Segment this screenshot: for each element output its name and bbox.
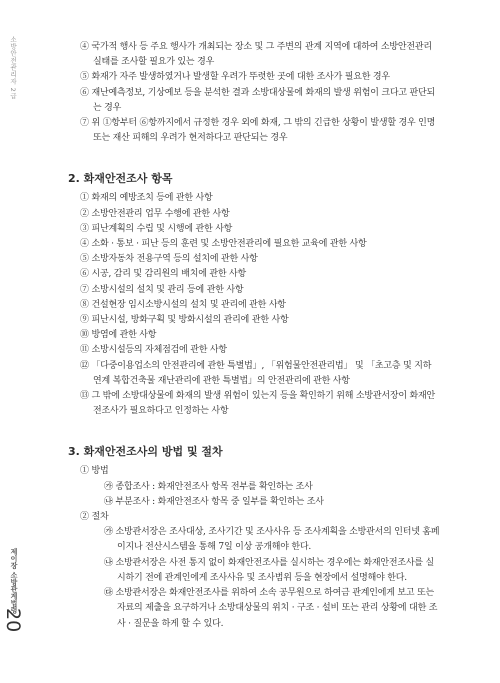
list-item: ㉮ 종합조사 : 화재안전조사 항목 전부를 확인하는 조사 [104, 481, 313, 492]
list-item: ㉰ 소방관서장은 화재안전조사를 위하여 소속 공무원으로 하여금 관계인에게 보고 또는 자료의 제출을 요구하거나 소방대상물의 위치 · 구조 · 설비 또는 관리 상황에 대한 조사 · 질문을 하게 할 수 있다. [104, 588, 438, 629]
side-running-title: 소방안전관리자 2급 [9, 36, 17, 100]
page-content [68, 40, 440, 632]
list-item: ⑥ 시공, 감리 및 감리원의 배치에 관한 사항 [80, 269, 246, 280]
list-item: ⑧ 건설현장 임시소방시설의 설치 및 관리에 관한 사항 [80, 299, 286, 310]
page-number: 20 [2, 608, 24, 633]
procedures-list [104, 525, 440, 631]
section3-list [80, 464, 440, 631]
list-item: ② 소방안전관리 업무 수행에 관한 사항 [80, 208, 230, 219]
section2-list [80, 191, 440, 419]
sub-heading: ② 절차 [80, 512, 109, 523]
section-heading: 3. 화재안전조사의 방법 및 절차 [68, 445, 223, 459]
sub-heading: ① 방법 [80, 466, 109, 477]
list-item: ⑪ 소방시설등의 자체점검에 관한 사항 [80, 345, 227, 356]
list-item: ⑬ 그 밖에 소방대상물에 화재의 발생 위험이 있는지 등을 확인하기 위해 소방관서장이 화재안전조사가 필요하다고 인정하는 사항 [80, 391, 436, 417]
section-heading: 2. 화재안전조사 항목 [68, 172, 173, 186]
list-item: ⑦ 위 ①항부터 ⑥항까지에서 규정한 경우 외에 화재, 그 밖의 긴급한 상황이 발생할 경우 인명 또는 재산 피해의 우려가 현저하다고 판단되는 경우 [80, 118, 436, 144]
list-item: ㉯ 소방관서장은 사전 통지 없이 화재안전조사를 실시하는 경우에는 화재안전조사를 실시하기 전에 관계인에게 조사사유 및 조사범위 등을 현장에서 설명해야 한다. [104, 557, 435, 583]
list-item: ④ 소화 · 통보 · 피난 등의 훈련 및 소방안전관리에 필요한 교육에 관한 사항 [80, 239, 367, 250]
list-item: ③ 피난계획의 수립 및 시행에 관한 사항 [80, 223, 233, 234]
list-item: ⑩ 방염에 관한 사항 [80, 330, 157, 341]
list-item: ㉯ 부분조사 : 화재안전조사 항목 중 일부를 확인하는 조사 [104, 496, 324, 507]
list-item: ④ 국가적 행사 등 주요 행사가 개최되는 장소 및 그 주변의 관계 지역에 대하여 소방안전관리 실태를 조사할 필요가 있는 경우 [80, 42, 432, 68]
list-item: ㉮ 소방관서장은 조사대상, 조사기간 및 조사사유 등 조사계획을 소방관서의 인터넷 홈페이지나 전산시스템을 통해 7일 이상 공개해야 한다. [104, 527, 440, 553]
methods-list [104, 480, 440, 510]
list-item: ⑦ 소방시설의 설치 및 관리 등에 관한 사항 [80, 284, 244, 295]
list-item: ① 화재의 예방조치 등에 관한 사항 [80, 193, 213, 204]
list-item: ⑫ 「다중이용업소의 안전관리에 관한 특별법」, 「위험물안전관리법」 및 「초고층 및 지하 연계 복합건축물 재난관리에 관한 특별법」의 안전관리에 관한 사항 [80, 360, 432, 386]
list-item: ⑤ 화재가 자주 발생하였거나 발생할 우려가 뚜렷한 곳에 대한 조사가 필요한 경우 [80, 72, 390, 83]
list-item: ⑨ 피난시설, 방화구획 및 방화시설의 관리에 관한 사항 [80, 315, 289, 326]
chapter-label: 제이장 소방관계법령 [10, 548, 18, 614]
list-item: ⑥ 재난예측정보, 기상예보 등을 분석한 결과 소방대상물에 화재의 발생 위험이 크다고 판단되는 경우 [80, 87, 436, 113]
list-item: ⑤ 소방자동차 전용구역 등의 설치에 관한 사항 [80, 254, 258, 265]
intro-list [80, 40, 440, 146]
